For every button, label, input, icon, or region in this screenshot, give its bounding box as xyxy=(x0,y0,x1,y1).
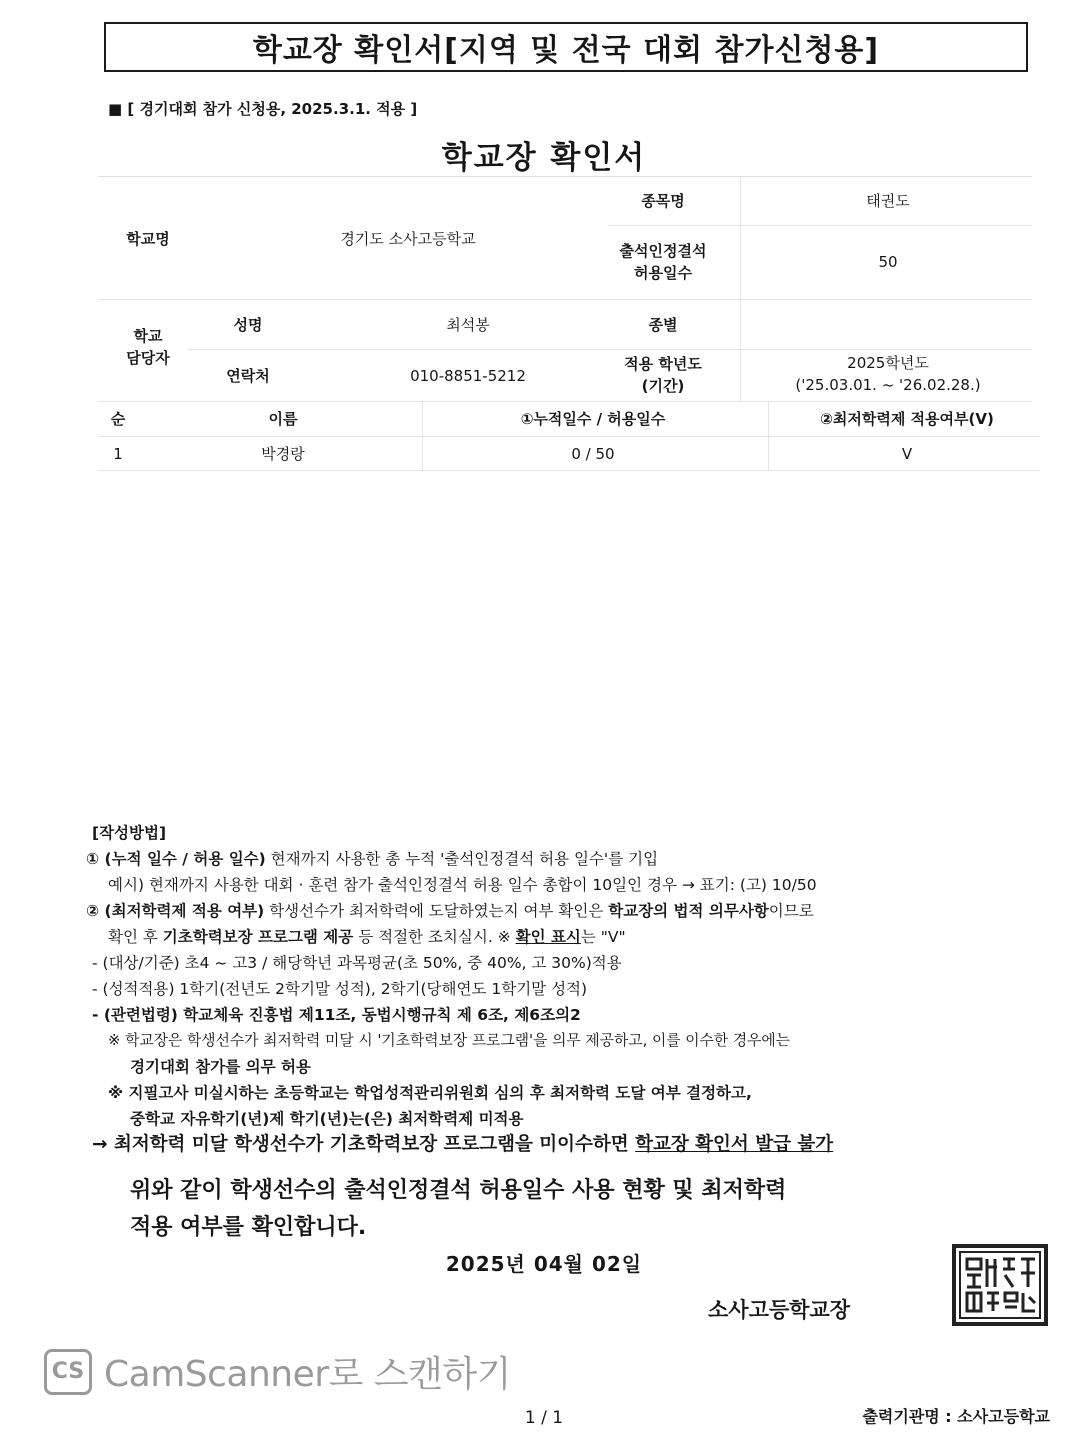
official-seal xyxy=(952,1244,1048,1326)
guide-line: ※ 지필고사 미실시하는 초등학교는 학업성적관리위원회 심의 후 최저학력 도달 여부 결정하고, xyxy=(108,1084,752,1102)
guide-line: - (성적적용) 1학기(전년도 2학기말 성적), 2학기(당해연도 1학기말 성적) xyxy=(92,980,588,998)
page-number: 1 / 1 xyxy=(524,1408,564,1428)
guide-line xyxy=(92,1132,833,1158)
row-no: 1 xyxy=(113,445,123,463)
col-divider xyxy=(740,177,741,401)
year-value: 2025학년도 ('25.03.01. ~ '26.02.28.) xyxy=(795,354,981,394)
row-applied: V xyxy=(901,445,913,463)
row-divider xyxy=(608,225,1032,226)
guide-bold: ② (최저학력제 적용 여부) xyxy=(86,902,265,920)
guide-text: 현재까지 사용한 총 누적 '출석인정결석 허용 일수'를 기입 xyxy=(265,850,659,868)
page-title: 학교장 확인서 xyxy=(441,140,647,176)
year-label: 적용 학년도 (기간) xyxy=(624,355,702,395)
event-label: 종목명 xyxy=(641,192,685,210)
col-divider xyxy=(768,402,769,470)
event-value: 태권도 xyxy=(866,192,910,210)
student-list-table xyxy=(98,402,1040,470)
row-days: 0 / 50 xyxy=(571,445,615,463)
type-label: 종별 xyxy=(648,316,678,334)
col-divider xyxy=(422,402,423,470)
guide-line: 중학교 자유학기(년)제 학기(년)는(은) 최저학력제 미적용 xyxy=(130,1110,524,1128)
guide-text: 학생선수가 최저학력에 도달하였는지 여부 확인은 xyxy=(264,902,609,920)
seal-glyphs xyxy=(961,1253,1041,1317)
camscanner-logo: CS xyxy=(44,1349,92,1395)
info-table xyxy=(98,176,1032,400)
row-name: 박경랑 xyxy=(261,445,305,463)
row-divider xyxy=(98,470,1040,471)
absence-days-value: 50 xyxy=(878,253,898,271)
confirmation-line: 적용 여부를 확인합니다. xyxy=(130,1215,367,1240)
guide-bold: 학교장의 법적 의무사항 xyxy=(608,902,769,920)
type-value xyxy=(798,305,978,345)
col-header-name: 이름 xyxy=(268,410,298,428)
guide-line xyxy=(86,898,814,924)
guide-underline: 학교장 확인서 발급 불가 xyxy=(635,1134,834,1155)
guide-text: 이므로 xyxy=(768,902,814,920)
col-header-days: ①누적일수 / 허용일수 xyxy=(520,410,666,428)
form-version-note: ■ [ 경기대회 참가 신청용, 2025.3.1. 적용 ] xyxy=(108,100,418,118)
col-header-no: 순 xyxy=(110,410,126,428)
guide-text: → 최저학력 미달 학생선수가 기초학력보장 프로그램을 미이수하면 xyxy=(92,1134,636,1155)
camscanner-watermark xyxy=(44,1346,511,1397)
guide-bold: ① (누적 일수 / 허용 일수) xyxy=(86,850,266,868)
name-label: 성명 xyxy=(233,316,263,334)
document-header xyxy=(104,22,1028,72)
guide-underline: 확인 표시 xyxy=(515,928,581,946)
guide-line: - (관련법령) 학교체육 진흥법 제11조, 동법시행규칙 제 6조, 제6조의2 xyxy=(92,1006,581,1024)
confirmation-line: 위와 같이 학생선수의 출석인정결석 허용일수 사용 현황 및 최저학력 xyxy=(130,1178,787,1203)
phone-value: 010-8851-5212 xyxy=(410,367,526,385)
guide-line xyxy=(108,924,626,950)
guide-line: 예시) 현재까지 사용한 대회 · 훈련 참가 출석인정결석 허용 일수 총합이 10일인 경우 → 표기: (고) 10/50 xyxy=(108,876,817,894)
name-value: 최석봉 xyxy=(446,316,490,334)
seal-inner-frame xyxy=(959,1251,1041,1319)
row-divider xyxy=(98,436,1040,437)
guide-line: 경기대회 참가를 의무 허용 xyxy=(130,1058,311,1076)
phone-label: 연락처 xyxy=(226,367,270,385)
issuing-institution: 출력기관명 : 소사고등학교 xyxy=(862,1407,1050,1426)
confirmation-statement xyxy=(130,1172,786,1246)
col-header-applied: ②최저학력제 적용여부(V) xyxy=(820,410,994,428)
row-divider xyxy=(98,299,1032,300)
guide-line: ※ 학교장은 학생선수가 최저학력 미달 시 '기초학력보장 프로그램'을 의무 제공하고, 이를 이수한 경우에는 xyxy=(108,1032,791,1049)
guide-text: 등 적절한 조치실시. ※ xyxy=(353,928,516,946)
guide-line xyxy=(86,846,658,872)
school-label: 학교명 xyxy=(126,230,170,248)
guide-line: - (대상/기준) 초4 ~ 고3 / 해당학년 과목평균(초 50%, 중 40%, 고 30%)적용 xyxy=(92,954,622,972)
guide-title: [작성방법] xyxy=(92,824,167,842)
guide-text: 는 "V" xyxy=(580,928,626,946)
guide-bold: 기초학력보장 프로그램 제공 xyxy=(162,928,354,946)
absence-days-label: 출석인정결석 허용일수 xyxy=(619,242,707,282)
watermark-text: CamScanner로 스캔하기 xyxy=(104,1354,511,1395)
school-value: 경기도 소사고등학교 xyxy=(340,230,476,248)
issue-date: 2025년 04월 02일 xyxy=(445,1252,643,1276)
contact-person-label: 학교 담당자 xyxy=(126,327,170,367)
header-title: 학교장 확인서[지역 및 전국 대회 참가신청용] xyxy=(252,33,880,68)
guide-text: 확인 후 xyxy=(108,928,163,946)
signer-name: 소사고등학교장 xyxy=(708,1298,851,1322)
